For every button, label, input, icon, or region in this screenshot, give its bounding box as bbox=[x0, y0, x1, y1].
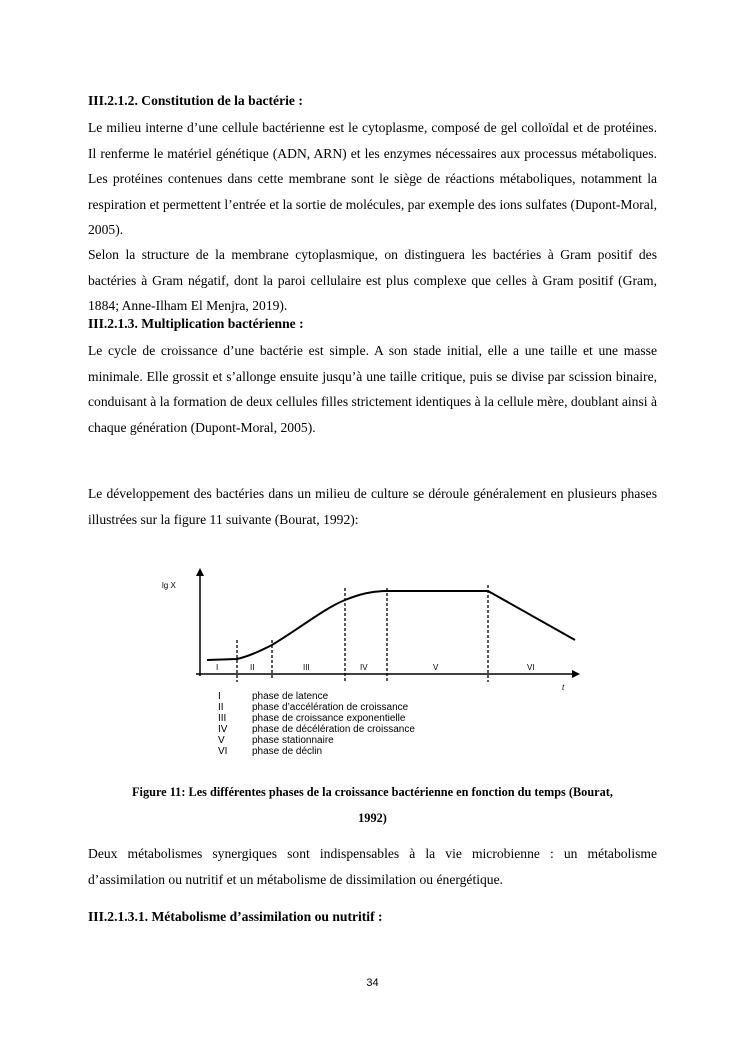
legend-num: V bbox=[218, 735, 225, 746]
paragraph: Selon la structure de la membrane cytoplasmique, on distinguera les bactéries à Gram positif des bactéries à Gram négatif, dont la paroi cellulaire est plus complexe que celles à Gram positif (Gram, 1884; Anne-Ilham El Menjra, 2019). bbox=[88, 247, 657, 313]
paragraph: Le cycle de croissance d’une bactérie est simple. A son stade initial, elle a une taille et une masse minimale. Elle grossit et s’allonge ensuite jusqu’à une taille critique, puis se divise par scission binaire, conduisant à la formation de deux cellules filles strictement identiques à la cellule mère, doublant ainsi à chaque génération (Dupont-Moral, 2005). bbox=[88, 343, 657, 435]
page-number: 34 bbox=[366, 977, 379, 989]
legend-text: phase d’accélération de croissance bbox=[252, 702, 409, 713]
section-heading: III.2.1.3. Multiplication bactérienne : bbox=[88, 316, 304, 331]
phase-label: II bbox=[250, 663, 255, 672]
legend-text: phase stationnaire bbox=[252, 735, 334, 746]
x-axis-label: t bbox=[562, 683, 565, 692]
section-heading: III.2.1.2. Constitution de la bactérie : bbox=[88, 93, 303, 108]
paragraph: Deux métabolismes synergiques sont indispensables à la vie microbienne : un métabolisme d’assimilation ou nutritif et un métabolisme de dissimilation ou énergétique. bbox=[88, 846, 657, 887]
phase-label: IV bbox=[360, 663, 368, 672]
growth-curve bbox=[207, 591, 575, 660]
figure-caption: Figure 11: Les différentes phases de la croissance bactérienne en fonction du temps (Bourat, bbox=[132, 785, 613, 799]
legend-num: I bbox=[218, 691, 221, 702]
legend-num: IV bbox=[218, 724, 228, 735]
x-axis-arrow bbox=[572, 670, 580, 678]
phase-label: III bbox=[303, 663, 310, 672]
legend-text: phase de latence bbox=[252, 691, 329, 702]
legend-text: phase de déclin bbox=[252, 746, 323, 757]
paragraph: Le développement des bactéries dans un milieu de culture se déroule généralement en plusieurs phases illustrées sur la figure 11 suivante (Bourat, 1992): bbox=[88, 486, 657, 527]
phase-label: V bbox=[433, 663, 439, 672]
legend-text: phase de croissance exponentielle bbox=[252, 713, 406, 724]
y-axis-label: lg X bbox=[162, 581, 176, 590]
figure-caption-year: 1992) bbox=[358, 811, 387, 825]
y-axis-arrow bbox=[196, 568, 204, 576]
legend-text: phase de décélération de croissance bbox=[252, 724, 415, 735]
legend-num: VI bbox=[218, 746, 228, 757]
phase-label: VI bbox=[527, 663, 535, 672]
paragraph: Le milieu interne d’une cellule bactérienne est le cytoplasme, composé de gel colloïdal et de protéines. Il renferme le matériel génétique (ADN, ARN) et les enzymes nécessaires aux processus métaboliques. Les protéines contenues dans cette membrane sont le siège de réactions métaboliques, notamment la respiration et permettent l’entrée et la sortie de molécules, par exemple des ions sulfates (Dupont-Moral, 2005). bbox=[88, 120, 657, 237]
phase-label: I bbox=[216, 663, 219, 672]
legend-num: III bbox=[218, 713, 227, 724]
legend-num: II bbox=[218, 702, 224, 713]
section-heading: III.2.1.3.1. Métabolisme d’assimilation ou nutritif : bbox=[88, 909, 383, 924]
